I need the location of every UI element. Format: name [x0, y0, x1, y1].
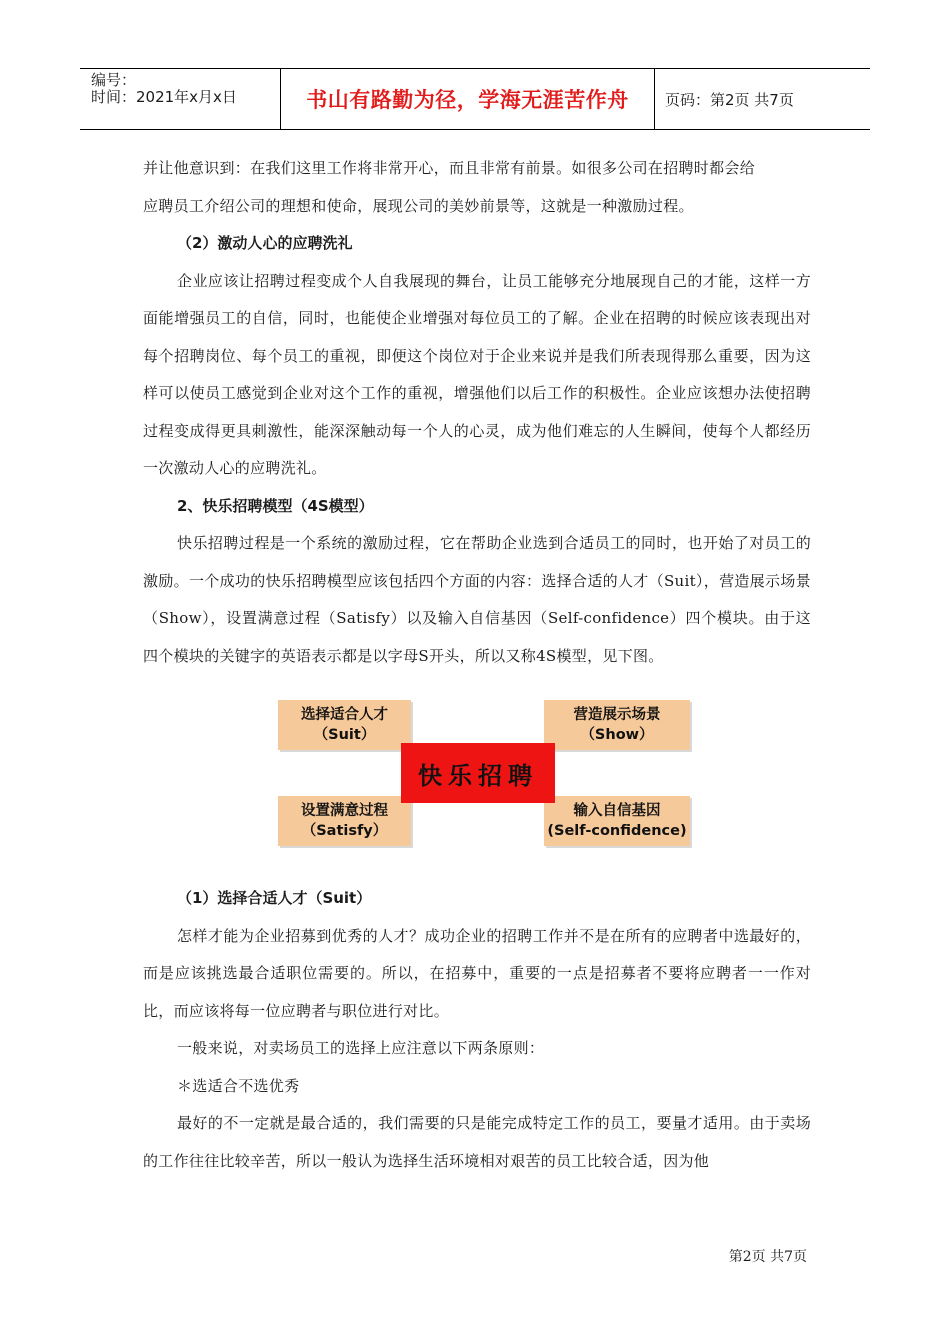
header-page-info: 页码：第2页 共7页: [665, 90, 794, 109]
paragraph-continued-line-2: 应聘员工介绍公司的理想和使命，展现公司的美妙前景等，这就是一种激励过程。: [143, 196, 694, 215]
diagram-box-self-confidence: [544, 796, 690, 846]
header-meta: [80, 69, 281, 129]
page-header: [80, 68, 870, 130]
diagram-center-box: 快乐招聘: [401, 743, 555, 803]
paragraph-4s-model: 快乐招聘过程是一个系统的激励过程，它在帮助企业选到合适员工的同时，也开始了对员工的激励。一个成功的快乐招聘模型应该包括四个方面的内容：选择合适的人才（Suit），营造展示场景（Show），设置满意过程（Satisfy）以及输入自信基因（Self-confidence）四个模块。由于这四个模块的关键字的英语表示都是以字母S开头，所以又称4S模型，见下图。: [143, 534, 811, 665]
paragraph-principle-1-detail: 最好的不一定就是最合适的，我们需要的只是能完成特定工作的员工，要量才适用。由于卖场的工作往往比较辛苦，所以一般认为选择生活环境相对艰苦的员工比较合适，因为他: [143, 1114, 811, 1170]
diagram-box-suit: [278, 700, 411, 750]
diagram-box-show-title: 营造展示场景: [573, 707, 661, 723]
doc-time-label: 时间：2021年x月x日: [91, 88, 237, 106]
diagram-box-self-confidence-sub: (Self-confidence): [547, 823, 687, 839]
diagram-box-suit-title: 选择适合人才: [301, 707, 388, 723]
doc-code-label: 编号：: [91, 71, 137, 89]
4s-model-diagram: [278, 697, 692, 849]
paragraph-continued-line-1: 并让他意识到：在我们这里工作将非常开心，而且非常有前景。如很多公司在招聘时都会给: [143, 159, 756, 177]
document-body-continued: [143, 880, 811, 1180]
page-footer: 第2页 共7页: [728, 1249, 807, 1265]
paragraph-recruitment-stage: 企业应该让招聘过程变成个人自我展现的舞台，让员工能够充分地展现自己的才能，这样一方面能增强员工的自信，同时，也能使企业增强对每位员工的了解。企业在招聘的时候应该表现出对每个招聘岗位、每个员工的重视，即便这个岗位对于企业来说并是我们所表现得那么重要，因为这样可以使员工感觉到企业对这个工作的重视，增强他们以后工作的积极性。企业应该想办法使招聘过程变成得更具刺激性，能深深触动每一个人的心灵，成为他们难忘的人生瞬间，使每个人都经历一次激动人心的应聘洗礼。: [143, 271, 811, 477]
section-heading-2: （2）激动人心的应聘洗礼: [177, 234, 353, 252]
header-motto: 书山有路勤为径，学海无涯苦作舟: [281, 69, 655, 129]
paragraph-principles-intro: 一般来说，对卖场员工的选择上应注意以下两条原则：: [177, 1039, 545, 1057]
diagram-box-self-confidence-title: 输入自信基因: [573, 803, 661, 819]
diagram-box-satisfy: [278, 796, 411, 846]
paragraph-principle-1: ＊选适合不选优秀: [177, 1076, 300, 1095]
diagram-box-show-sub: （Show）: [580, 727, 654, 743]
diagram-box-satisfy-sub: （Satisfy）: [301, 823, 388, 839]
section-heading-suit: （1）选择合适人才（Suit）: [177, 889, 372, 907]
paragraph-suit: 怎样才能为企业招募到优秀的人才？成功企业的招聘工作并不是在所有的应聘者中选最好的，而是应该挑选最合适职位需要的。所以，在招募中，重要的一点是招募者不要将应聘者一一作对比，而应该将每一位应聘者与职位进行对比。: [143, 926, 811, 1020]
section-heading-4s-model: 2、快乐招聘模型（4S模型）: [177, 496, 374, 515]
diagram-box-suit-sub: （Suit）: [313, 727, 376, 743]
document-body: [143, 150, 811, 675]
diagram-box-show: [544, 700, 690, 750]
diagram-box-satisfy-title: 设置满意过程: [301, 803, 388, 819]
